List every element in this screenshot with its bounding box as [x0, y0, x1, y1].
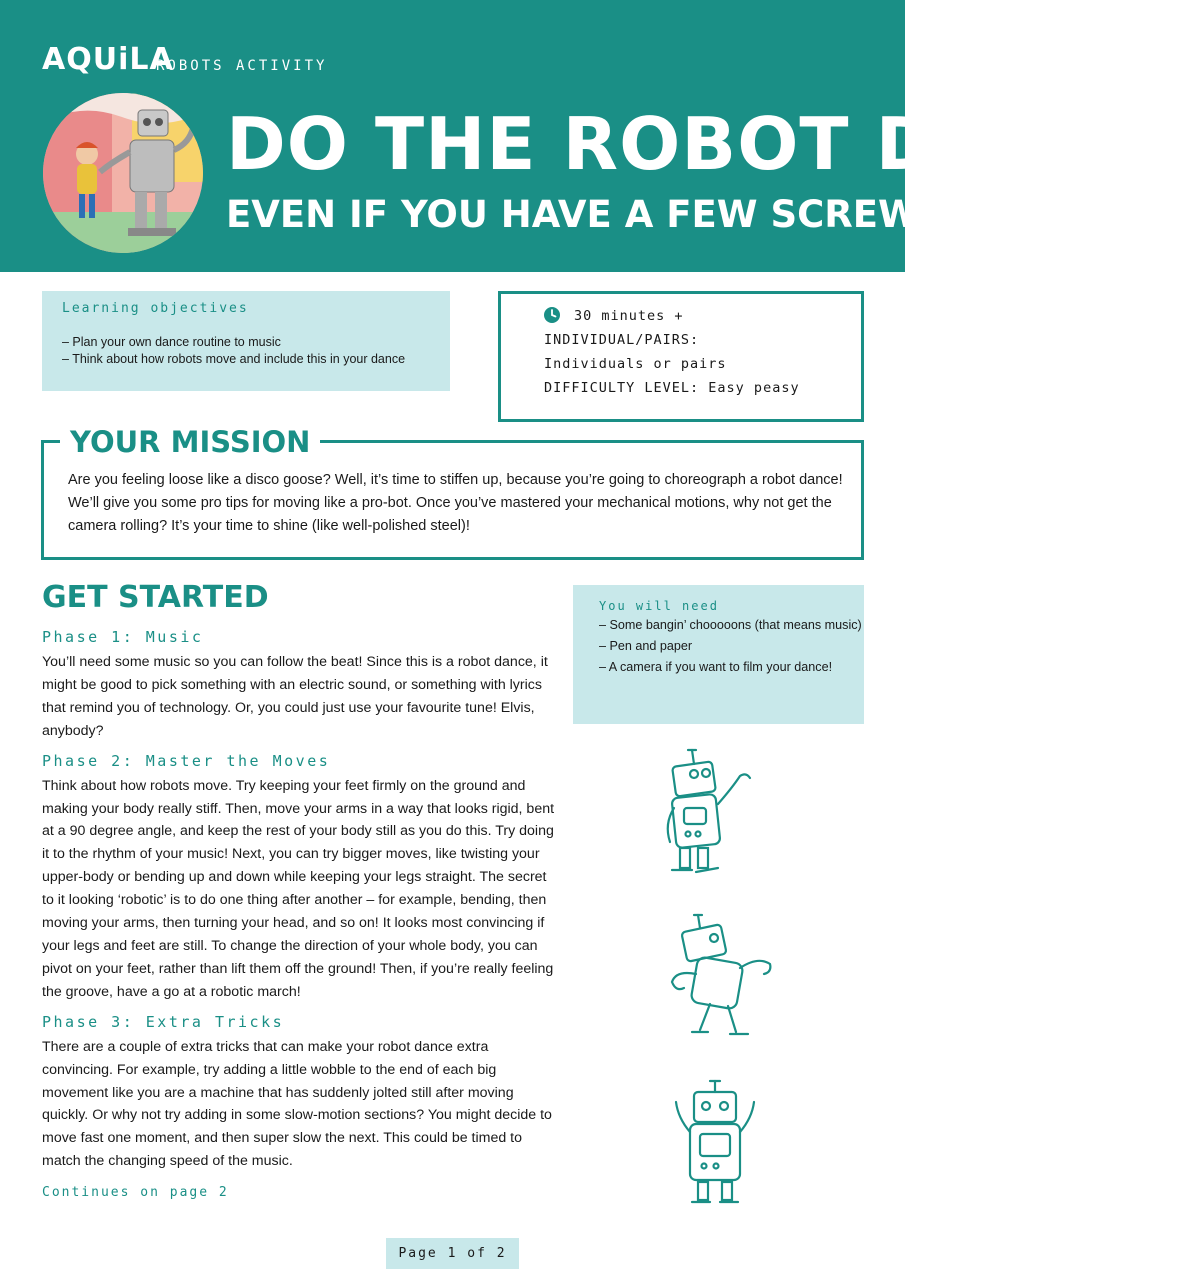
book-cover-illustration	[42, 92, 204, 254]
time-row	[544, 304, 861, 328]
need-item: – Some bangin’ chooooons (that means music)	[599, 618, 862, 632]
objective-item: – Think about how robots move and include this in your dance	[62, 352, 406, 366]
phases-column	[42, 624, 560, 1200]
difficulty-level: DIFFICULTY LEVEL: Easy peasy	[544, 380, 800, 396]
phase-2-title: Phase 2: Master the Moves	[42, 751, 331, 770]
brand-subtitle: ROBOTS ACTIVITY	[156, 58, 328, 74]
learning-objectives-box	[42, 291, 450, 391]
robot-illustration-3	[672, 1078, 758, 1208]
phase-1-text: You’ll need some music so you can follow the beat! Since this is a robot dance, it might be good to pick something with an electric sound, or something with lyrics that remind you of technology. Or, you could just use your favourite tune! Elvis, anybody?	[42, 654, 548, 739]
you-will-need-box	[573, 585, 864, 724]
phase-2-text: Think about how robots move. Try keeping your feet firmly on the ground and making your body really stiff. Then, move your arms in a way that looks rigid, bent at a 90 degree angle, and keep the rest of your body still as you do this. Try doing it to the rhythm of your music! Next, you can try bigger moves, like twisting your upper-body or bending up and down while keeping your legs straight. The secret to it looking ‘robotic’ is to do one thing after another – for example, bending, then moving your arms, then turning your head, and so on! It looks most convincing if your legs and feet are still. To change the direction of your whole body, you can pivot on your feet, rather than lift them off the ground! Then, if you’re really feeling the groove, have a go at a robotic march!	[42, 777, 555, 1000]
phase-3-text: There are a couple of extra tricks that can make your robot dance extra convincing. For example, try adding a little wobble to the end of each big movement like you are a machine that has suddenly jolted still after moving quickly. Or why not try adding in some slow-motion sections? You might decide to move fast one moment, and then super slow the next. This could be timed to match the changing speed of the music.	[42, 1038, 552, 1170]
robot-illustration-1	[660, 748, 760, 880]
mission-box	[41, 425, 864, 560]
header-banner	[0, 0, 1192, 272]
mission-title: YOUR MISSION	[60, 425, 320, 459]
need-item: – Pen and paper	[599, 639, 693, 653]
page-number: Page 1 of 2	[386, 1238, 519, 1269]
need-item: – A camera if you want to film your dance!	[599, 660, 833, 674]
phase-1-title: Phase 1: Music	[42, 628, 204, 646]
page-title: DO THE ROBOT DANCE!	[226, 102, 1192, 186]
objective-item: – Plan your own dance routine to music	[62, 335, 281, 349]
phase-3-title: Phase 3: Extra Tricks	[42, 1012, 285, 1031]
objectives-heading: Learning objectives	[62, 301, 249, 316]
time-value: 30 minutes +	[574, 308, 684, 324]
robot-illustration-2	[666, 912, 776, 1044]
group-value: Individuals or pairs	[544, 356, 727, 372]
get-started-heading: GET STARTED	[42, 580, 269, 615]
activity-info-box	[498, 291, 864, 422]
continues-note: Continues on page 2	[42, 1185, 229, 1201]
clock-icon	[544, 307, 560, 323]
need-heading: You will need	[599, 599, 719, 613]
mission-text: Are you feeling loose like a disco goose? Well, it’s time to stiffen up, because you’re going to choreograph a robot dance! We’ll give you some pro tips for moving like a pro-bot. Once you’ve mastered your mechanical motions, why not get the camera rolling? It’s your time to shine (like well-polished steel)!	[68, 472, 843, 534]
brand-logo: AQUiLA	[42, 42, 174, 77]
group-label: INDIVIDUAL/PAIRS:	[544, 332, 700, 348]
page-subtitle: EVEN IF YOU HAVE A FEW SCREWS LOOSE!	[226, 193, 1113, 236]
